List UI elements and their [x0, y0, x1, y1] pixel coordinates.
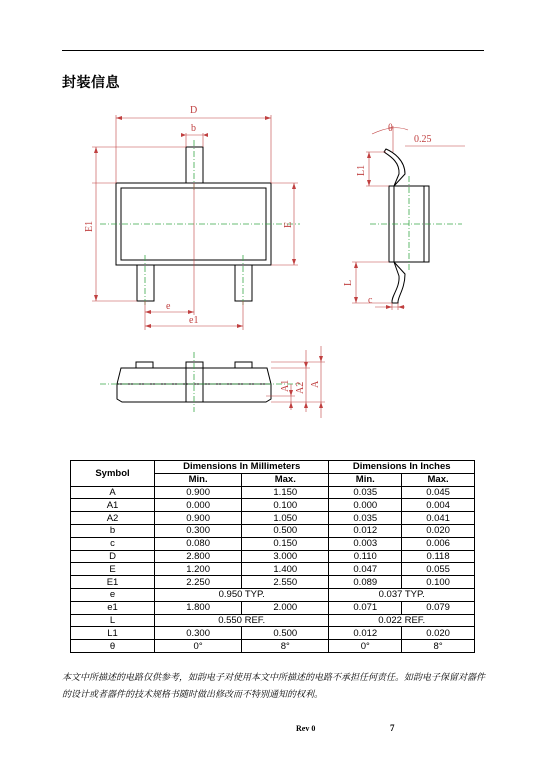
section-title: 封装信息	[62, 75, 120, 91]
cell-mm-max: 0.150	[242, 537, 329, 550]
cell-in-max: 8°	[402, 640, 475, 653]
label-E: E	[283, 221, 294, 228]
cell-in-min: 0.012	[329, 524, 402, 537]
cell-in-max: 0.045	[402, 486, 475, 499]
cell-in-max: 0.020	[402, 627, 475, 640]
cell-symbol: L	[71, 614, 155, 627]
cell-mm-min: 0.900	[155, 486, 242, 499]
cell-mm-min: 0.000	[155, 499, 242, 512]
cell-in-typ: 0.022 REF.	[329, 614, 475, 627]
cell-mm-min: 1.200	[155, 563, 242, 576]
cell-symbol: e1	[71, 601, 155, 614]
header-inch: Dimensions In Inches	[329, 461, 475, 474]
cell-mm-max: 1.150	[242, 486, 329, 499]
cell-in-typ: 0.037 TYP.	[329, 588, 475, 601]
cell-mm-max: 2.000	[242, 601, 329, 614]
cell-mm-max: 2.550	[242, 576, 329, 589]
cell-mm-max: 8°	[242, 640, 329, 653]
cell-symbol: e	[71, 588, 155, 601]
table-row	[71, 512, 475, 525]
label-A2: A2	[295, 381, 306, 394]
cell-in-min: 0°	[329, 640, 402, 653]
cell-mm-max: 1.400	[242, 563, 329, 576]
label-c: c	[368, 295, 373, 306]
table-row	[71, 614, 475, 627]
cell-symbol: A1	[71, 499, 155, 512]
cell-symbol: c	[71, 537, 155, 550]
disclaimer-note: 本文中所描述的电路仅供参考，如韵电子对使用本文中所描述的电路不承担任何责任。如韵电子保留对器件的设计或者器件的技术规格书随时做出修改而不特别通知的权利。	[62, 673, 486, 700]
label-e: e	[166, 301, 171, 312]
cell-symbol: b	[71, 524, 155, 537]
cell-symbol: A	[71, 486, 155, 499]
label-b: b	[191, 123, 196, 134]
cell-in-max: 0.006	[402, 537, 475, 550]
label-E1: E1	[84, 220, 95, 232]
cell-in-max: 0.100	[402, 576, 475, 589]
cell-in-min: 0.047	[329, 563, 402, 576]
label-L: L	[343, 279, 354, 286]
table-row	[71, 576, 475, 589]
cell-in-min: 0.035	[329, 512, 402, 525]
cell-in-min: 0.000	[329, 499, 402, 512]
table-row	[71, 627, 475, 640]
cell-in-max: 0.055	[402, 563, 475, 576]
cell-symbol: D	[71, 550, 155, 563]
dimensions-table	[70, 460, 475, 653]
cell-in-min: 0.110	[329, 550, 402, 563]
footer-page-number: 7	[390, 723, 395, 733]
cell-in-max: 0.004	[402, 499, 475, 512]
label-e1: e1	[189, 315, 199, 326]
header-mm-max: Max.	[242, 473, 329, 486]
cell-mm-typ: 0.950 TYP.	[155, 588, 329, 601]
cell-mm-min: 2.250	[155, 576, 242, 589]
label-A: A	[310, 380, 321, 388]
cell-mm-min: 0.300	[155, 627, 242, 640]
label-A1: A1	[280, 379, 291, 392]
header-in-max: Max.	[402, 473, 475, 486]
table-row	[71, 588, 475, 601]
cell-in-min: 0.089	[329, 576, 402, 589]
cell-mm-min: 0°	[155, 640, 242, 653]
table-header-row	[71, 461, 475, 474]
table-row	[71, 537, 475, 550]
table-row	[71, 524, 475, 537]
cell-in-min: 0.035	[329, 486, 402, 499]
table-row	[71, 563, 475, 576]
cell-in-max: 0.041	[402, 512, 475, 525]
cell-mm-max: 0.500	[242, 627, 329, 640]
cell-in-max: 0.020	[402, 524, 475, 537]
cell-mm-max: 3.000	[242, 550, 329, 563]
label-L1: L1	[356, 164, 367, 176]
table-row	[71, 601, 475, 614]
top-pin	[186, 147, 203, 183]
label-theta: θ	[388, 123, 393, 134]
cell-mm-max: 1.050	[242, 512, 329, 525]
cell-symbol: θ	[71, 640, 155, 653]
header-symbol: Symbol	[71, 461, 155, 487]
footer-revision: Rev 0	[296, 724, 316, 733]
bottom-pin-right	[235, 265, 252, 301]
cell-symbol: A2	[71, 512, 155, 525]
label-gauge: 0.25	[414, 134, 432, 145]
cell-mm-min: 0.080	[155, 537, 242, 550]
table-row	[71, 486, 475, 499]
cell-in-max: 0.079	[402, 601, 475, 614]
cell-symbol: E	[71, 563, 155, 576]
cell-mm-min: 2.800	[155, 550, 242, 563]
cell-in-min: 0.071	[329, 601, 402, 614]
label-D: D	[190, 105, 198, 116]
cell-in-min: 0.003	[329, 537, 402, 550]
cell-mm-typ: 0.550 REF.	[155, 614, 329, 627]
header-mm: Dimensions In Millimeters	[155, 461, 329, 474]
cell-mm-max: 0.100	[242, 499, 329, 512]
header-in-min: Min.	[329, 473, 402, 486]
cell-mm-min: 0.900	[155, 512, 242, 525]
bottom-pin-left	[137, 265, 154, 301]
cell-symbol: L1	[71, 627, 155, 640]
cell-mm-min: 0.300	[155, 524, 242, 537]
cell-mm-max: 0.500	[242, 524, 329, 537]
header-mm-min: Min.	[155, 473, 242, 486]
cell-in-max: 0.118	[402, 550, 475, 563]
cell-symbol: E1	[71, 576, 155, 589]
cell-mm-min: 1.800	[155, 601, 242, 614]
table-row	[71, 640, 475, 653]
table-row	[71, 499, 475, 512]
cell-in-min: 0.012	[329, 627, 402, 640]
side-view	[384, 149, 429, 303]
table-row	[71, 550, 475, 563]
